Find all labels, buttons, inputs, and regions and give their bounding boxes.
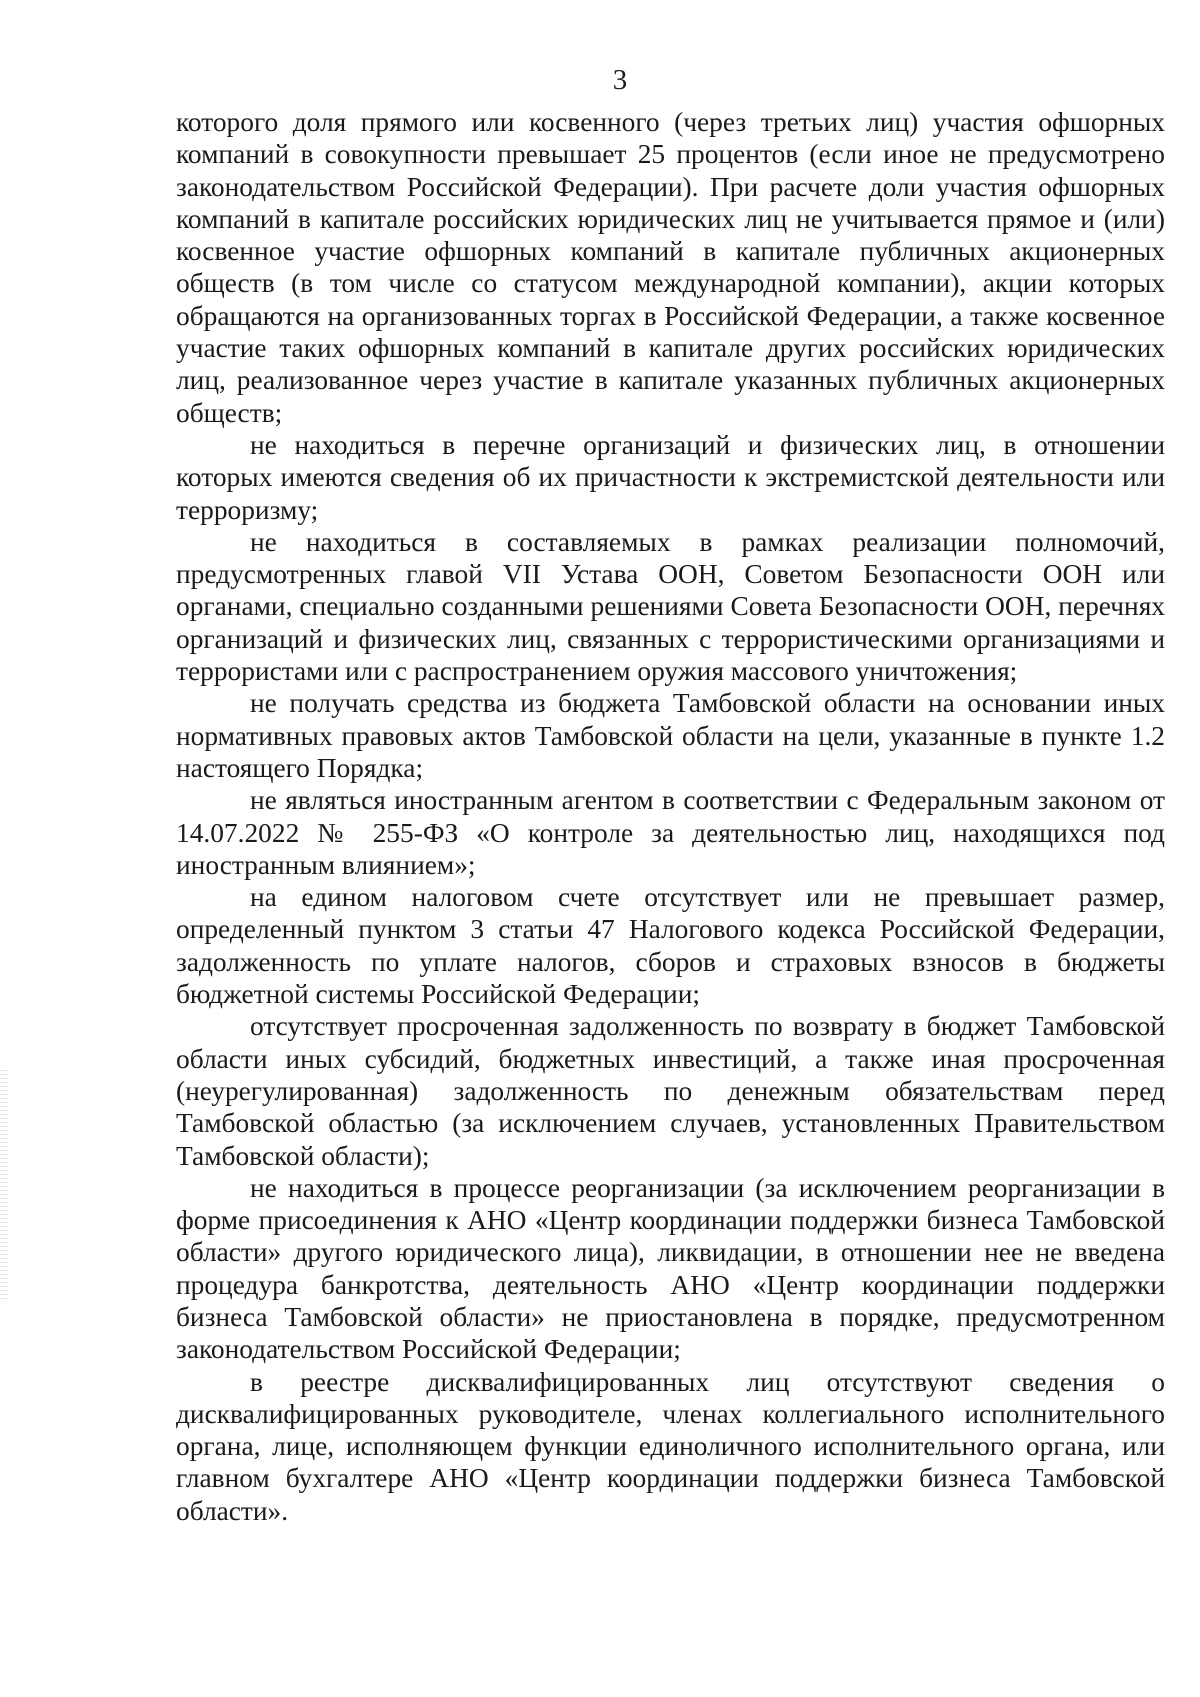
page-number: 3	[612, 64, 628, 96]
document-body	[176, 106, 1165, 1527]
paragraph-tax-debt: на едином налоговом счете отсутствует или не превышает размер, определенный пунктом 3 статьи 47 Налогового кодекса Российской Федерации, задолженность по уплате налогов, сборов и страховых взносов в бюджеты бюджетной системы Российской Федерации;	[176, 882, 1165, 1010]
paragraph-disqualified-persons: в реестре дисквалифицированных лиц отсутствуют сведения о дисквалифицированных руководителе, членах коллегиального исполнительного органа, лице, исполняющем функции единоличного исполнительного органа, или главном бухгалтере АНО «Центр координации поддержки бизнеса Тамбовской области».	[176, 1366, 1165, 1526]
paragraph-reorganization: не находиться в процессе реорганизации (за исключением реорганизации в форме присоединения к АНО «Центр координации поддержки бизнеса Тамбовской области» другого юридического лица), ликвидации, в отношении нее не введена процедура банкротства, деятельность АНО «Центр координации поддержки бизнеса Тамбовской области» не приостановлена в порядке, предусмотренном законодательством Российской Федерации;	[176, 1172, 1165, 1365]
scan-edge-artifact	[0, 1070, 8, 1300]
paragraph-budget-funds: не получать средства из бюджета Тамбовской области на основании иных нормативных правовых актов Тамбовской области на цели, указанные в пункте 1.2 настоящего Порядка;	[176, 688, 1165, 783]
paragraph-extremism-list: не находиться в перечне организаций и физических лиц, в отношении которых имеются сведения об их причастности к экстремистской деятельности или терроризму;	[176, 429, 1165, 525]
paragraph-foreign-agent: не являться иностранным агентом в соответствии с Федеральным законом от 14.07.2022 № 255-ФЗ «О контроле за деятельностью лиц, находящихся под иностранным влиянием»;	[176, 785, 1165, 880]
paragraph-un-sanctions-list: не находиться в составляемых в рамках реализации полномочий, предусмотренных главой VII Устава ООН, Советом Безопасности ООН или органами, специально созданными решениями Совета Безопасности ООН, перечнях организаций и физических лиц, связанных с террористическими организациями и террористами или с распространением оружия массового уничтожения;	[176, 526, 1165, 687]
paragraph-overdue-debt: отсутствует просроченная задолженность по возврату в бюджет Тамбовской области иных субсидий, бюджетных инвестиций, а также иная просроченная (неурегулированная) задолженность по денежным обязательствам перед Тамбовской областью (за исключением случаев, установленных Правительством Тамбовской области);	[176, 1011, 1165, 1171]
paragraph-offshore-share: которого доля прямого или косвенного (через третьих лиц) участия офшорных компаний в совокупности превышает 25 процентов (если иное не предусмотрено законодательством Российской Федерации). При расчете доли участия офшорных компаний в капитале российских юридических лиц не учитывается прямое и (или) косвенное участие офшорных компаний в капитале публичных акционерных обществ (в том числе со статусом международной компании), акции которых обращаются на организованных торгах в Российской Федерации, а также косвенное участие таких офшорных компаний в капитале других российских юридических лиц, реализованное через участие в капитале указанных публичных акционерных обществ;	[176, 107, 1165, 428]
